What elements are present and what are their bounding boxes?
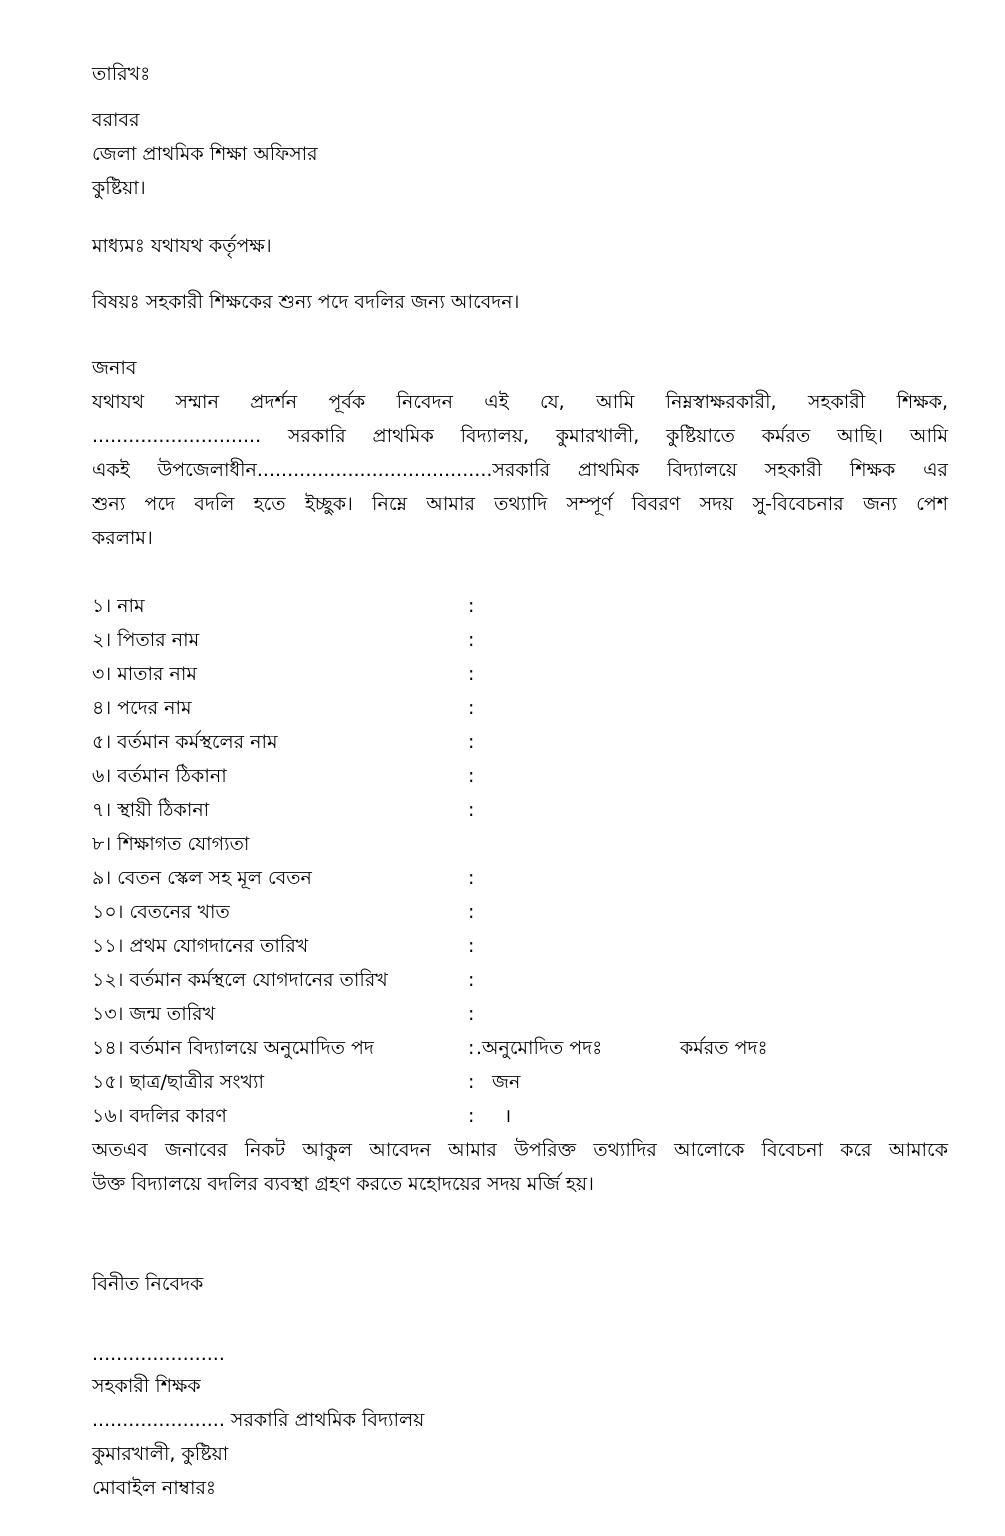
field-value-secondary: কর্মরত পদঃ	[680, 1037, 768, 1059]
field-colon: :	[468, 697, 475, 719]
field-colon: :	[468, 1037, 475, 1059]
field-label: ১১। প্রথম যোগদানের তারিখ	[92, 935, 309, 957]
field-colon: :	[468, 765, 475, 787]
field-colon: :	[468, 595, 475, 617]
field-colon: :	[468, 629, 475, 651]
body-line: যথাযথ সম্মান প্রদর্শন পূর্বক নিবেদন এই যে, আমি নিম্নস্বাক্ষরকারী, সহকারী শিক্ষক,	[92, 391, 948, 413]
field-colon: :	[468, 1071, 475, 1093]
yours-faithfully: বিনীত নিবেদক	[92, 1273, 204, 1295]
body-line: শুন্য পদে বদলি হতে ইচ্ছুক। নিম্নে আমার তথ্যাদি সম্পূর্ণ বিবরণ সদয় সু-বিবেচনার জন্য পেশ	[92, 493, 948, 515]
field-colon: :	[468, 1105, 475, 1127]
field-colon: :	[468, 901, 475, 923]
field-label: ৬। বর্তমান ঠিকানা	[92, 765, 227, 787]
closing-line: উক্ত বিদ্যালয়ে বদলির ব্যবস্থা গ্রহণ করতে মহোদয়ের সদয় মর্জি হয়।	[92, 1173, 594, 1195]
field-label: ৭। স্থায়ী ঠিকানা	[92, 799, 210, 821]
recipient-office: জেলা প্রাথমিক শিক্ষা অফিসার	[92, 143, 318, 165]
field-label: ৮। শিক্ষাগত যোগ্যতা	[92, 833, 250, 855]
salutation: জনাব	[92, 357, 137, 379]
field-label: ৫। বর্তমান কর্মস্থলের নাম	[92, 731, 278, 753]
field-label: ২। পিতার নাম	[92, 629, 200, 651]
field-colon: :	[468, 969, 475, 991]
field-colon: :	[468, 731, 475, 753]
field-label: ১৩। জন্ম তারিখ	[92, 1003, 216, 1025]
field-label: ১৫। ছাত্র/ছাত্রীর সংখ্যা	[92, 1071, 265, 1093]
body-line: ............................ সরকারি প্রাথমিক বিদ্যালয়, কুমারখালী, কুষ্টিয়াতে কর্মরত আছি। আমি	[92, 425, 948, 447]
field-label: ১৬। বদলির কারণ	[92, 1105, 227, 1127]
signature-dots: ......................	[92, 1343, 225, 1365]
closing-line: অতএব জনাবের নিকট আকুল আবেদন আমার উপরিক্ত তথ্যাদির আলোকে বিবেচনা করে আমাকে	[92, 1139, 948, 1161]
field-value: .অনুমোদিত পদঃ	[476, 1037, 603, 1059]
field-colon: :	[468, 799, 475, 821]
body-line: একই উপজেলাধীন.......................................সরকারি প্রাথমিক বিদ্যালয়ে সহকারী শিক্ষক এর	[92, 459, 948, 481]
field-label: ১০। বেতনের খাত	[92, 901, 230, 923]
mobile-number: মোবাইল নাম্বারঃ	[92, 1477, 217, 1499]
recipient-district: কুষ্টিয়া।	[92, 177, 146, 199]
field-colon: :	[468, 663, 475, 685]
field-label: ৯। বেতন স্কেল সহ মূল বেতন	[92, 867, 312, 889]
field-colon: :	[468, 1003, 475, 1025]
date-label: তারিখঃ	[92, 63, 151, 85]
field-label: ১৪। বর্তমান বিদ্যালয়ে অনুমোদিত পদ	[92, 1037, 374, 1059]
school-name: ...................... সরকারি প্রাথমিক বিদ্যালয়	[92, 1409, 425, 1431]
field-colon: :	[468, 867, 475, 889]
through-line: মাধ্যমঃ যথাযথ কর্তৃপক্ষ।	[92, 235, 272, 257]
field-colon: :	[468, 935, 475, 957]
recipient-salutation: বরাবর	[92, 109, 140, 131]
field-value: ।	[504, 1105, 512, 1127]
designation: সহকারী শিক্ষক	[92, 1375, 201, 1397]
place: কুমারখালী, কুষ্টিয়া	[92, 1443, 229, 1465]
body-line: করলাম।	[92, 527, 153, 549]
field-label: ১। নাম	[92, 595, 145, 617]
field-label: ৩। মাতার নাম	[92, 663, 197, 685]
field-label: ১২। বর্তমান কর্মস্থলে যোগদানের তারিখ	[92, 969, 388, 991]
field-label: ৪। পদের নাম	[92, 697, 192, 719]
subject-line: বিষয়ঃ সহকারী শিক্ষকের শুন্য পদে বদলির জন্য আবেদন।	[92, 291, 520, 313]
field-value: জন	[492, 1071, 521, 1093]
